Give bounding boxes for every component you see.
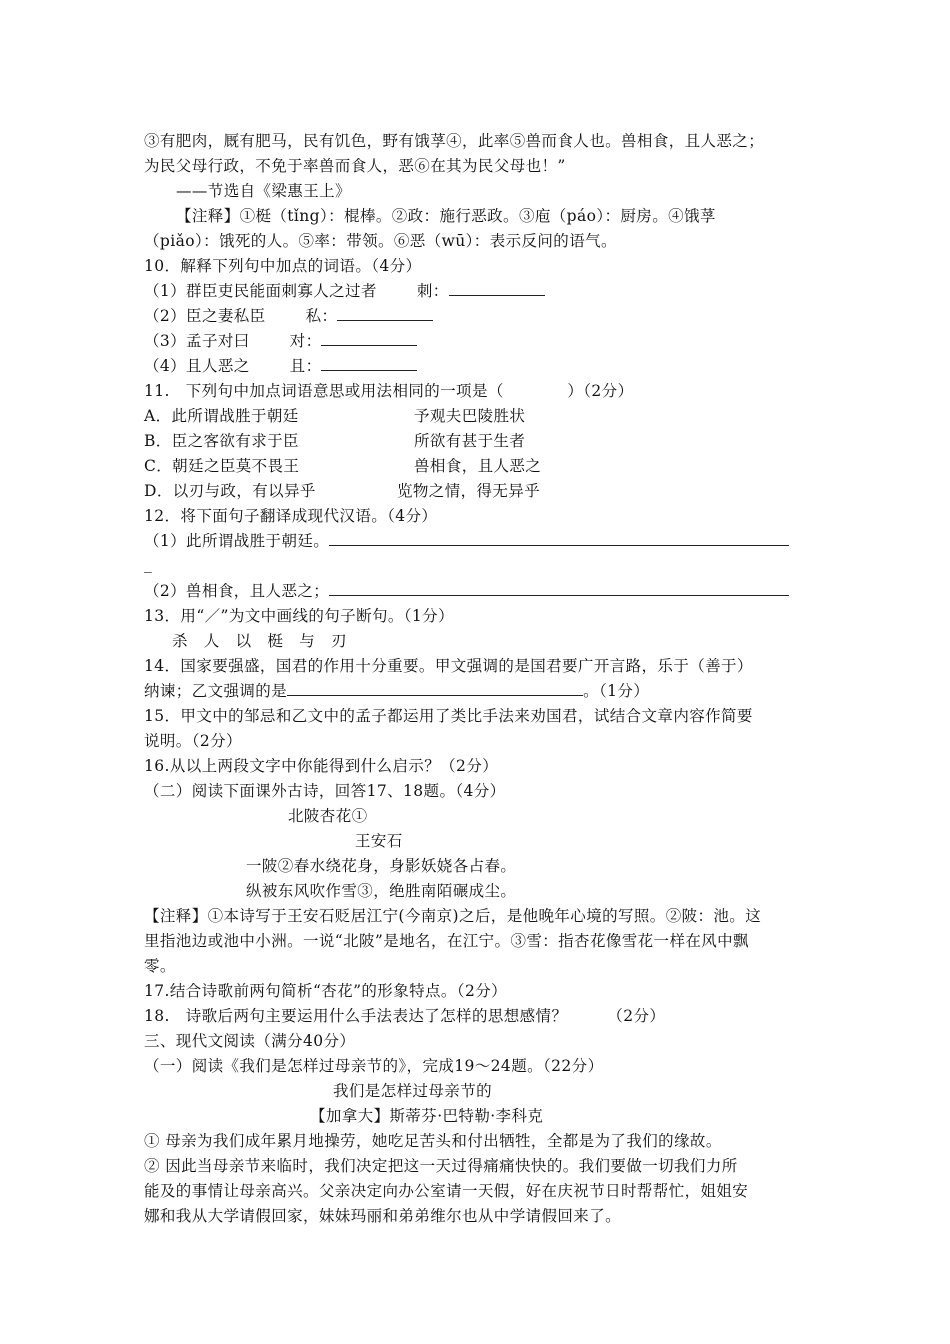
- answer-blank[interactable]: [449, 281, 545, 296]
- question-10-item-1: [144, 281, 545, 301]
- question-11-option-c[interactable]: [144, 456, 844, 476]
- article-paragraph: 娜和我从大学请假回家，妹妹玛丽和弟弟维尔也从中学请假回来了。: [144, 1207, 622, 1225]
- section-heading: 三、现代文阅读（满分40分）: [144, 1032, 356, 1050]
- item-text: （1）群臣吏民能面刺寡人之过者: [144, 282, 377, 300]
- option-pair: 予观夫巴陵胜状: [414, 407, 526, 425]
- passage-line: ③有肥肉，厩有肥马，民有饥色，野有饿莩④，此率⑤兽而食人也。兽相食，且人恶之；: [144, 132, 765, 150]
- poem-title: 北陂杏花①: [288, 807, 368, 825]
- question-15-line: 说明。（2分）: [144, 732, 242, 750]
- answer-blank[interactable]: [337, 306, 433, 321]
- question-16: 16.从以上两段文字中你能得到什么启示？（2分）: [144, 757, 499, 775]
- question-14-line: [144, 681, 649, 701]
- article-paragraph: ① 母亲为我们成年累月地操劳，她吃足苦头和付出牺牲，全都是为了我们的缘故。: [144, 1132, 722, 1150]
- answer-overflow-mark: _: [144, 555, 153, 573]
- question-11-option-b[interactable]: [144, 431, 844, 451]
- question-10-stem: 10．解释下列句中加点的词语。（4分）: [144, 257, 422, 275]
- question-11-option-a[interactable]: [144, 406, 844, 426]
- annotation-line: 零。: [144, 957, 176, 975]
- item-text: （3）孟子对曰: [144, 332, 250, 350]
- option-text: A．此所谓战胜于朝廷: [144, 407, 299, 425]
- article-title: 我们是怎样过母亲节的: [333, 1082, 493, 1100]
- question-12-item-1: [144, 531, 789, 551]
- article-author: 【加拿大】斯蒂芬·巴特勒·李科克: [310, 1107, 544, 1125]
- poem-author: 王安石: [355, 832, 403, 850]
- item-text: （4）且人恶之: [144, 357, 250, 375]
- question-13-stem: 13．用“／”为文中画线的句子断句。（1分）: [144, 607, 454, 625]
- item-key: 对：: [289, 332, 322, 350]
- article-paragraph: ② 因此当母亲节来临时，我们决定把这一天过得痛痛快快的。我们要做一切我们力所: [144, 1157, 738, 1175]
- question-18: 18. 诗歌后两句主要运用什么手法表达了怎样的思想感情？ （2分）: [144, 1007, 666, 1025]
- option-pair: 兽相食，且人恶之: [414, 457, 542, 475]
- option-text: D．以刃与政，有以异乎: [144, 482, 316, 500]
- passage-source: ——节选自《梁惠王上》: [176, 182, 351, 200]
- option-text: C．朝廷之臣莫不畏王: [144, 457, 300, 475]
- question-11-option-d[interactable]: [144, 481, 844, 501]
- question-10-item-2: [144, 306, 433, 326]
- poem-line: 纵被东风吹作雪③，绝胜南陌碾成尘。: [246, 882, 517, 900]
- article-paragraph: 能及的事情让母亲高兴。父亲决定向办公室请一天假，好在庆祝节日时帮帮忙，姐姐安: [144, 1182, 749, 1200]
- question-14-line: 14．国家要强盛，国君的作用十分重要。甲文强调的是国君要广开言路，乐于（善于）: [144, 657, 753, 675]
- question-text: 纳谏；乙文强调的是: [144, 682, 288, 700]
- question-10-item-3: [144, 331, 417, 351]
- option-text: B．臣之客欲有求于臣: [144, 432, 299, 450]
- question-13-sentence: 杀 人 以 梃 与 刃: [172, 632, 347, 650]
- question-15-line: 15．甲文中的邹忌和乙文中的孟子都运用了类比手法来劝国君，试结合文章内容作简要: [144, 707, 753, 725]
- passage-line: 为民父母行政，不免于率兽而食人，恶⑥在其为民父母也！”: [144, 157, 566, 175]
- section-heading: （二）阅读下面课外古诗，回答17、18题。（4分）: [144, 782, 506, 800]
- item-key: 且：: [289, 357, 322, 375]
- item-key: 私：: [305, 307, 338, 325]
- item-text: （2）臣之妻私臣: [144, 307, 266, 325]
- annotation-line: 【注释】①本诗写于王安石贬居江宁(今南京)之后，是他晚年心境的写照。②陂：池。这: [144, 907, 762, 925]
- item-key: 刺：: [416, 282, 449, 300]
- question-12-item-2: [144, 581, 789, 601]
- question-12-stem: 12．将下面句子翻译成现代汉语。（4分）: [144, 507, 438, 525]
- answer-blank[interactable]: [321, 331, 417, 346]
- annotation-line: （piǎo）：饿死的人。⑤率：带领。⑥恶（wū）：表示反问的语气。: [144, 232, 617, 250]
- question-11-stem: 11. 下列句中加点词语意思或用法相同的一项是（ ）（2分）: [144, 382, 634, 400]
- annotation-line: 里指池边或池中小洲。一说“北陂”是地名，在江宁。③雪：指杏花像雪花一样在风中飘: [144, 932, 749, 950]
- answer-blank[interactable]: [329, 531, 789, 546]
- option-pair: 览物之情，得无异乎: [397, 482, 541, 500]
- answer-blank[interactable]: [329, 581, 789, 596]
- question-text: 。（1分）: [583, 682, 650, 700]
- annotation-line: 【注释】①梃（tǐng）：棍棒。②政：施行恶政。③庖（páo）：厨房。④饿莩: [176, 207, 716, 225]
- question-10-item-4: [144, 356, 417, 376]
- item-text: （1）此所谓战胜于朝廷。: [144, 532, 330, 550]
- answer-blank[interactable]: [321, 356, 417, 371]
- answer-blank[interactable]: [287, 681, 583, 696]
- item-text: （2）兽相食，且人恶之；: [144, 582, 330, 600]
- question-17: 17.结合诗歌前两句简析“杏花”的形象特点。（2分）: [144, 982, 508, 1000]
- option-pair: 所欲有甚于生者: [414, 432, 526, 450]
- subsection-heading: （一）阅读《我们是怎样过母亲节的》，完成19～24题。（22分）: [144, 1057, 604, 1075]
- poem-line: 一陂②春水绕花身，身影妖娆各占春。: [246, 857, 517, 875]
